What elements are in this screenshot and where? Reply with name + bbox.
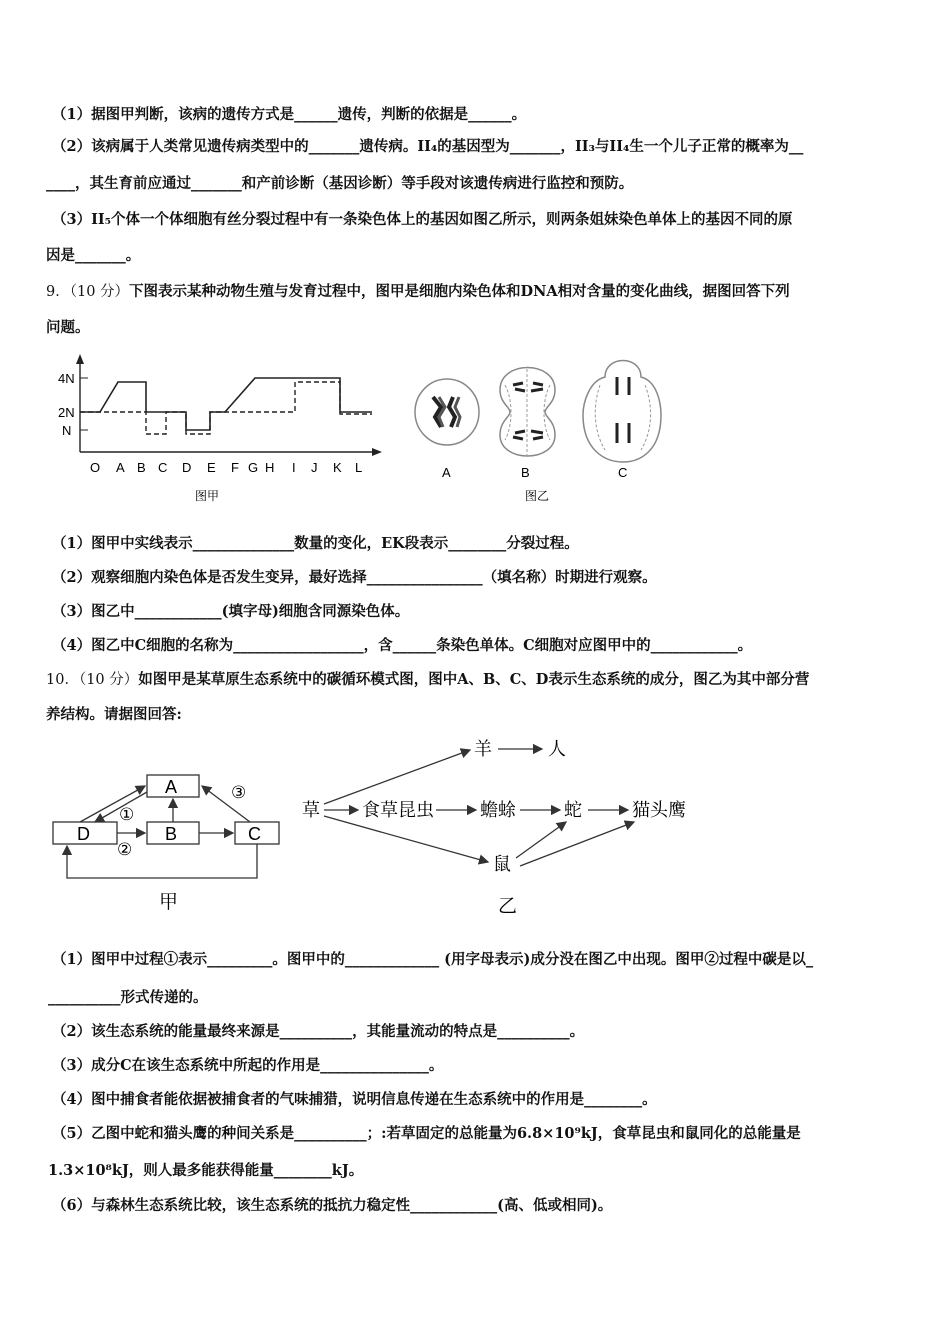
q9-question-4: （4）图乙中C细胞的名称为__________________，含______条染色单体。C细胞对应图甲中的____________。 — [52, 637, 753, 654]
x-label-o: O — [90, 460, 101, 475]
node-sheep: 羊 — [474, 739, 492, 760]
q9-figure-yi — [405, 355, 670, 505]
node-snake: 蛇 — [564, 800, 582, 821]
q9-question-1: （1）图甲中实线表示______________数量的变化，EK段表示________分裂过程。 — [52, 535, 579, 552]
q10-figure-yi — [298, 730, 718, 920]
solid-curve — [80, 378, 372, 430]
process-label-2: ② — [117, 840, 133, 860]
x-label-d: D — [182, 460, 192, 475]
x-label-e: E — [207, 460, 216, 475]
q10-number: 10． — [46, 672, 79, 688]
q10-stem-text: 如图甲是某草原生态系统中的碳循环模式图，图中A、B、C、D表示生态系统的成分，图乙为其中部分营 — [138, 671, 810, 688]
q9-question-3: （3）图乙中____________(填字母)细胞含同源染色体。 — [52, 603, 410, 620]
cell-label-c: C — [618, 465, 628, 480]
node-human: 人 — [548, 739, 566, 760]
q10-question-6: （6）与森林生态系统比较，该生态系统的抵抗力稳定性____________(高、低或相同)。 — [52, 1197, 613, 1214]
x-label-f: F — [231, 460, 239, 475]
q10-question-1-line1: （1）图甲中过程①表示_________。图甲中的_____________ (用字母表示)成分没在图乙中出现。图甲②过程中碳是以_ — [52, 951, 814, 968]
q8-part3-line1: （3）II₅个体一个体细胞有丝分裂过程中有一条染色体上的基因如图乙所示，则两条姐妹染色单体上的基因不同的原 — [52, 211, 793, 228]
box-c-label: C — [248, 824, 261, 844]
dashed-curve — [80, 382, 372, 434]
box-b-label: B — [165, 824, 178, 844]
box-d-label: D — [77, 824, 90, 844]
q9-score: （10 分） — [69, 284, 130, 300]
cell-label-b: B — [521, 465, 530, 480]
process-label-3: ③ — [231, 783, 247, 803]
cell-c — [583, 361, 661, 463]
x-label-k: K — [333, 460, 342, 475]
y-label-2n: 2N — [58, 405, 75, 420]
fig-yi-caption: 图乙 — [525, 489, 550, 503]
q10-score: （10 分） — [78, 672, 139, 688]
box-a-label: A — [165, 777, 178, 797]
q10-question-2: （2）该生态系统的能量最终来源是__________，其能量流动的特点是__________。 — [52, 1023, 585, 1040]
q10-question-4: （4）图中捕食者能依据被捕食者的气味捕猎，说明信息传递在生态系统中的作用是________。 — [52, 1091, 657, 1108]
q9-stem-line2: 问题。 — [46, 319, 90, 336]
cell-label-a: A — [442, 465, 451, 480]
q8-part3-line2: 因是_______。 — [46, 247, 141, 264]
node-owl: 猫头鹰 — [632, 800, 686, 821]
x-label-h: H — [265, 460, 275, 475]
y-label-4n: 4N — [58, 371, 75, 386]
q10-question-3: （3）成分C在该生态系统中所起的作用是_______________。 — [52, 1057, 444, 1074]
node-toad: 蟾蜍 — [480, 800, 516, 821]
q10-stem-line1 — [46, 670, 809, 690]
cell-a — [415, 379, 479, 445]
cell-b — [500, 368, 555, 457]
q10-stem-line2: 养结构。请据图回答: — [46, 706, 182, 723]
node-grass: 草 — [302, 800, 320, 821]
process-label-1: ① — [119, 805, 135, 825]
q8-part1: （1）据图甲判断，该病的遗传方式是______遗传，判断的依据是______。 — [52, 106, 527, 123]
x-label-b: B — [137, 460, 146, 475]
node-mouse: 鼠 — [493, 854, 511, 875]
x-label-l: L — [355, 460, 363, 475]
q10-question-5-line1: （5）乙图中蛇和猫头鹰的种间关系是__________；:若草固定的总能量为6.8×10⁹kJ，食草昆虫和鼠同化的总能量是 — [52, 1125, 801, 1142]
y-label-n: N — [62, 423, 72, 438]
q8-part2-line1: （2）该病属于人类常见遗传病类型中的_______遗传病。II₄的基因型为_______，II₃与II₄生一个儿子正常的概率为__ — [52, 138, 804, 155]
q8-part2-line2: ____，其生育前应通过_______和产前诊断（基因诊断）等手段对该遗传病进行监控和预防。 — [46, 175, 634, 192]
x-label-c: C — [158, 460, 168, 475]
fig-jia-caption-q10: 甲 — [159, 891, 179, 913]
q10-question-1-line2: __________形式传递的。 — [48, 989, 208, 1006]
fig-yi-caption-q10: 乙 — [498, 895, 518, 917]
q10-figure-jia — [45, 770, 285, 915]
q9-number: 9． — [46, 284, 70, 300]
q9-question-2: （2）观察细胞内染色体是否发生变异，最好选择________________（填名称）时期进行观察。 — [52, 569, 657, 586]
q9-figure-jia — [50, 352, 390, 507]
x-label-a: A — [116, 460, 125, 475]
x-label-g: G — [248, 460, 259, 475]
x-label-j: J — [311, 460, 318, 475]
q10-question-5-line2: 1.3×10⁸kJ，则人最多能获得能量________kJ。 — [48, 1162, 364, 1179]
x-label-i: I — [292, 460, 296, 475]
q9-stem-text: 下图表示某种动物生殖与发育过程中，图甲是细胞内染色体和DNA相对含量的变化曲线，据图回答下列 — [129, 283, 790, 300]
fig-jia-caption: 图甲 — [195, 489, 220, 503]
q9-stem-line1 — [46, 282, 790, 302]
node-insect: 食草昆虫 — [362, 800, 434, 821]
